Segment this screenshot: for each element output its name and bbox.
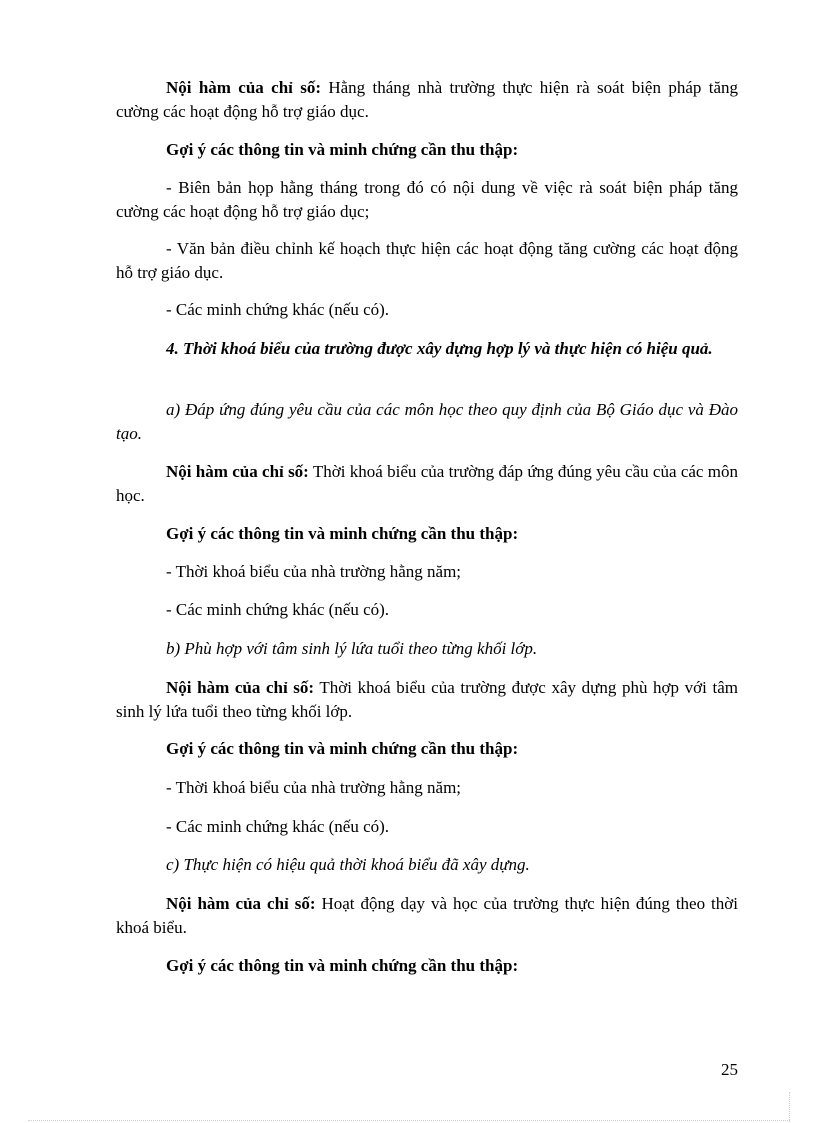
evidence-heading: Gợi ý các thông tin và minh chứng cần thu thập: xyxy=(166,956,519,975)
evidence-item: - Văn bản điều chỉnh kế hoạch thực hiện các hoạt động tăng cường các hoạt động hỗ trợ giáo dục. xyxy=(116,239,738,282)
page-number: 25 xyxy=(721,1060,738,1079)
evidence-heading: Gợi ý các thông tin và minh chứng cần thu thập: xyxy=(166,140,519,159)
index-content-text: Hằng tháng nhà trường thực hiện rà soát biện pháp tăng cường các hoạt động hỗ trợ giáo dục. xyxy=(116,78,738,121)
evidence-heading: Gợi ý các thông tin và minh chứng cần thu thập: xyxy=(166,739,519,758)
evidence-item: - Thời khoá biểu của nhà trường hằng năm; xyxy=(166,562,462,581)
index-content-text: Thời khoá biểu của trường đáp ứng đúng yêu cầu của các môn học. xyxy=(116,462,738,505)
page-bottom-border xyxy=(28,1120,790,1121)
criterion-c: c) Thực hiện có hiệu quả thời khoá biểu đã xây dựng. xyxy=(166,855,530,874)
evidence-item: - Thời khoá biểu của nhà trường hằng năm; xyxy=(166,778,462,797)
index-content-label: Nội hàm của chỉ số: xyxy=(166,462,309,481)
index-content-paragraph xyxy=(116,676,738,724)
evidence-item: - Các minh chứng khác (nếu có). xyxy=(166,300,390,319)
page-right-border xyxy=(789,1092,790,1122)
evidence-heading: Gợi ý các thông tin và minh chứng cần thu thập: xyxy=(166,524,519,543)
evidence-item: - Các minh chứng khác (nếu có). xyxy=(166,817,390,836)
index-content-paragraph xyxy=(116,892,738,940)
index-content-paragraph xyxy=(116,460,738,508)
criterion-b: b) Phù hợp với tâm sinh lý lứa tuổi theo từng khối lớp. xyxy=(166,639,538,658)
index-content-text: Hoạt động dạy và học của trường thực hiện đúng theo thời khoá biểu. xyxy=(116,894,738,937)
evidence-item: - Biên bản họp hằng tháng trong đó có nội dung về việc rà soát biện pháp tăng cường các hoạt động hỗ trợ giáo dục; xyxy=(116,178,738,221)
criterion-a: a) Đáp ứng đúng yêu cầu của các môn học theo quy định của Bộ Giáo dục và Đào tạo. xyxy=(116,400,738,443)
index-content-text: Thời khoá biểu của trường được xây dựng phù hợp với tâm sinh lý lứa tuổi theo từng khối lớp. xyxy=(116,678,738,721)
index-content-label: Nội hàm của chỉ số: xyxy=(166,78,322,97)
section-heading: 4. Thời khoá biểu của trường được xây dựng hợp lý và thực hiện có hiệu quả. xyxy=(166,339,713,358)
index-content-label: Nội hàm của chỉ số: xyxy=(166,678,315,697)
index-content-paragraph xyxy=(116,76,738,124)
index-content-label: Nội hàm của chỉ số: xyxy=(166,894,316,913)
evidence-item: - Các minh chứng khác (nếu có). xyxy=(166,600,390,619)
